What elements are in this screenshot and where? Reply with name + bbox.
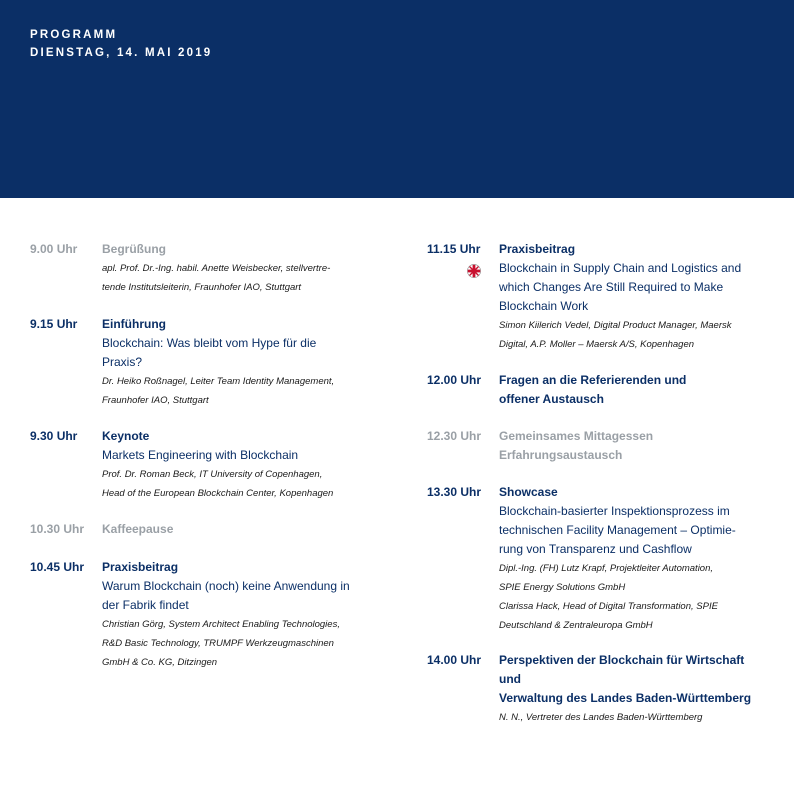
agenda-speaker: N. N., Vertreter des Landes Baden-Württemberg [499,712,703,723]
agenda-speaker: Christian Görg, System Architect Enabling Technologies, [102,619,340,630]
agenda-time: 9.30 Uhr [30,429,78,443]
agenda-title: Gemeinsames Mittagessen [499,429,654,443]
agenda-item [427,240,767,371]
agenda-title: Showcase [499,485,558,499]
agenda-time: 13.30 Uhr [427,485,482,499]
agenda-speaker: Deutschland & Zentraleuropa GmbH [499,620,653,631]
agenda-time: 10.45 Uhr [30,560,85,574]
schedule-right-column [427,240,767,727]
agenda-title: Begrüßung [102,242,166,256]
agenda-talk: Blockchain in Supply Chain and Logistics and [499,261,742,275]
agenda-speaker: Dr. Heiko Roßnagel, Leiter Team Identity Management, [102,376,335,387]
agenda-speaker: Fraunhofer IAO, Stuttgart [102,395,209,406]
agenda-item [30,315,390,427]
agenda-time: 9.00 Uhr [30,242,78,256]
agenda-speaker: Dipl.-Ing. (FH) Lutz Krapf, Projektleiter Automation, [499,563,714,574]
agenda-speaker: tende Institutsleiterin, Fraunhofer IAO, Stuttgart [102,282,302,293]
agenda-talk: der Fabrik findet [102,598,189,612]
agenda-speaker: SPIE Energy Solutions GmbH [499,582,626,593]
agenda-item [427,651,767,727]
agenda-title-cont: Erfahrungsaustausch [499,448,623,462]
agenda-speaker: R&D Basic Technology, TRUMPF Werkzeugmaschinen [102,638,334,649]
agenda-item [30,240,390,315]
header-banner [0,0,794,198]
agenda-item [30,520,390,558]
agenda-talk: rung von Transparenz und Cashflow [499,542,692,556]
agenda-item [427,371,767,427]
agenda-title: Praxisbeitrag [102,560,179,574]
agenda-title: Fragen an die Referierenden und [499,373,687,387]
agenda-title: Einführung [102,317,166,331]
agenda-time: 11.15 Uhr [427,242,481,256]
agenda-talk: Praxis? [102,355,143,369]
date-label: DIENSTAG, 14. MAI 2019 [30,47,213,59]
agenda-speaker: apl. Prof. Dr.-Ing. habil. Anette Weisbecker, stellvertre- [102,263,331,274]
agenda-talk: Blockchain: Was bleibt vom Hype für die [102,336,317,350]
agenda-talk: Blockchain Work [499,299,589,313]
agenda-title: Perspektiven der Blockchain für Wirtschaft und [499,653,745,686]
section-label: PROGRAMM [30,29,118,41]
agenda-talk: Blockchain-basierter Inspektionsprozess im [499,504,730,518]
agenda-speaker: Clarissa Hack, Head of Digital Transformation, SPIE [499,601,718,612]
agenda-time: 14.00 Uhr [427,653,482,667]
agenda-title: Praxisbeitrag [499,242,576,256]
agenda-time: 10.30 Uhr [30,522,85,536]
agenda-time: 12.30 Uhr [427,429,482,443]
agenda-speaker: Simon Kiilerich Vedel, Digital Product Manager, Maersk [499,320,732,331]
agenda-title: Kaffeepause [102,522,174,536]
agenda-talk: Warum Blockchain (noch) keine Anwendung in [102,579,350,593]
agenda-title: Keynote [102,429,150,443]
agenda-item [30,427,390,520]
agenda-speaker: Digital, A.P. Moller – Maersk A/S, Kopenhagen [499,339,695,350]
agenda-item [30,558,390,672]
agenda-talk: technischen Facility Management – Optimie- [499,523,736,537]
agenda-title-cont: Verwaltung des Landes Baden-Württemberg [499,691,752,705]
agenda-talk: which Changes Are Still Required to Make [499,280,724,294]
agenda-item [427,483,767,651]
agenda-talk: Markets Engineering with Blockchain [102,448,299,462]
agenda-item [427,427,767,483]
agenda-time: 9.15 Uhr [30,317,78,331]
uk-flag-icon [467,264,481,278]
agenda-title-cont: offener Austausch [499,392,604,406]
agenda-speaker: GmbH & Co. KG, Ditzingen [102,657,218,668]
schedule-left-column [30,240,390,672]
agenda-speaker: Prof. Dr. Roman Beck, IT University of Copenhagen, [102,469,323,480]
agenda-speaker: Head of the European Blockchain Center, Kopenhagen [102,488,334,499]
agenda-time: 12.00 Uhr [427,373,482,387]
